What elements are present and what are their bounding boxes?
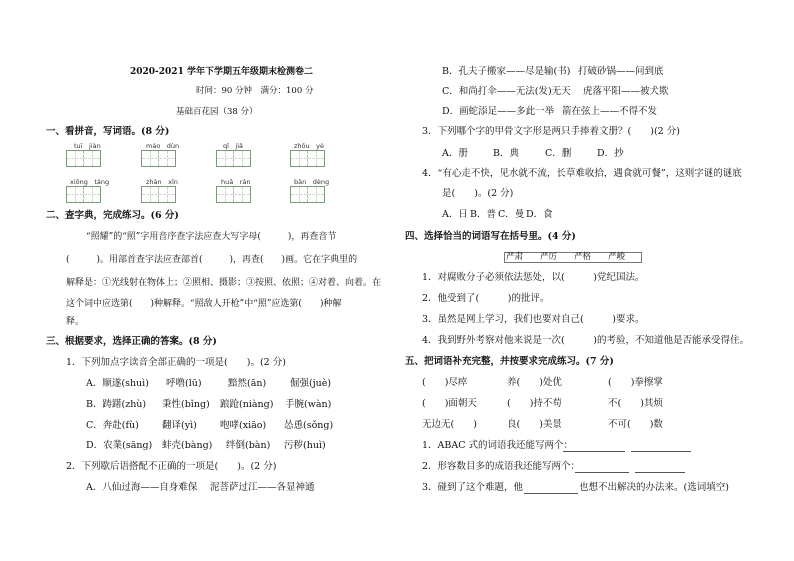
q2-line: 这个词中应选第( )种解释。“照敌人开枪”中“照”应选第( )种解 [66,299,342,309]
idiom-item: 不( )其烦 [608,398,663,409]
writing-grid[interactable] [290,150,325,167]
option-word: 秉性(bǐng) [162,399,210,410]
writing-grid[interactable] [66,150,101,167]
pinyin-label: huā rán [221,178,251,186]
idiom-item: ( )拳擦掌 [608,377,663,388]
q4-title: 四、选择恰当的词语写在括号里。(4 分) [405,231,576,242]
option-a: A．顺遂(shuì) [86,378,149,389]
pinyin-label: qǐ jiǎ [223,142,244,150]
writing-grid[interactable] [290,186,325,203]
idiom-item: ( )持不苟 [507,398,562,409]
option-d: D．抄 [597,148,624,159]
idiom-item: ( )尽瘁 [422,377,468,388]
q3-title: 三、根据要求，选择正确的答案。(8 分) [46,336,217,347]
option-c: C．曼 [498,209,525,220]
option-a: A．八仙过海——自身难保 [86,482,198,493]
option-b: B．普 [470,209,496,220]
writing-grid[interactable] [141,186,176,203]
option-b: B．典 [493,148,519,159]
q3-sub1: 1．下列加点字读音全部正确的一项是( )。(2 分) [66,357,286,368]
writing-grid[interactable] [216,186,251,203]
answer-line[interactable] [631,440,691,452]
option-word: 黯然(ān) [228,378,267,389]
idiom-item: 良( )美景 [507,419,562,430]
answer-line[interactable] [563,440,625,452]
option-word: 打破砂锅——问到底 [578,66,664,77]
answer-line[interactable] [575,461,629,473]
q3-sub4-cont: 是( )。(2 分) [442,188,514,199]
q4-line: 4．我到野外考察对他来说是一次( )的考验，不知道他是否能承受得住。 [422,335,749,346]
q5-title: 五、把词语补充完整，并按要求完成练习。(7 分) [405,356,614,367]
answer-line[interactable] [524,482,578,494]
option-b: B．孔夫子搬家——尽是输(书) [442,66,571,77]
q2-line: 解释是：①光线射在物体上；②照相、摄影；③按照、依照；④对着、向着。在 [66,278,382,288]
writing-grid[interactable] [66,186,101,203]
word-bank [504,252,640,264]
option-word: 咆哮(xiāo) [220,420,267,431]
option-c: C．奔赴(fù) [86,420,139,431]
idiom-item: 无边无( ) [422,419,477,430]
option-word: 污秽(huì) [284,440,326,451]
q2-line: “照耀”的“照”字用音序查字法应查大写字母( )，再查音节 [86,232,337,242]
option-word: 虎落平阳——被犬欺 [583,86,669,97]
word-option: 严格 [574,252,592,262]
idiom-item: 养( )处优 [507,377,562,388]
option-c: C．和尚打伞——无法(发)无天 [442,86,571,97]
q2-title: 二、查字典，完成练习。(6 分) [46,210,179,221]
option-word: 蚌壳(bàng) [162,440,213,451]
q5-sub3-cont: 也想不出解决的办法来。(选词填空) [579,482,729,493]
section-title: 基础百花园（38 分） [176,107,258,117]
exam-title: 2020-2021 学年下学期五年级期末检测卷二 [130,67,313,77]
option-a: A．册 [442,148,468,159]
q5-sub2: 2．形容数目多的成语我还能写两个： [422,461,581,472]
option-b: B．踌躇(zhù) [86,399,147,410]
option-d: D．农業(sāng) [86,440,153,451]
q5-sub3: 3．碰到了这个难题，他 [422,482,524,493]
word-option: 严峻 [608,252,626,262]
option-word: 手腕(wàn) [285,399,332,410]
q3-sub4: 4．“有心走不快，见水就不流，长草难收拾，遇食就可餐”，这则字谜的谜底 [422,168,742,179]
writing-grid[interactable] [216,150,251,167]
option-word: 翻译(yì) [162,420,197,431]
q1-title: 一、看拼音，写词语。(8 分) [46,126,170,137]
q2-line: ( )。用部首查字法应查部首( )，再查( )画。它在字典里的 [66,255,358,265]
word-option: 严肃 [506,252,524,262]
idiom-item: ( )面朝天 [422,398,477,409]
answer-line[interactable] [635,461,685,473]
pinyin-label: xiōng táng [70,178,110,186]
q2-line: 释。 [66,317,85,327]
option-c: C．删 [545,148,572,159]
option-word: 呼噜(lū) [166,378,202,389]
word-option: 严厉 [540,252,558,262]
exam-info: 时间：90 分钟 满分：100 分 [196,86,314,96]
pinyin-label: máo dùn [146,142,180,150]
q4-line: 3．虽然是网上学习，我们也要对自己( )要求。 [422,314,645,325]
pinyin-label: zhàn xīn [146,178,178,186]
option-a: A．日 [442,209,468,220]
option-word: 倔强(juè) [290,378,332,389]
q3-sub3: 3．下列哪个字的甲骨文字形是两只手捧着文册？( )(2 分) [422,126,680,137]
option-word: 怂恿(sǒng) [284,420,334,431]
q4-line: 1．对腐败分子必须依法惩处，以( )党纪国法。 [422,272,645,283]
q3-sub2: 2．下列歇后语搭配不正确的一项是( )。(2 分) [66,461,277,472]
pinyin-label: tuī jiàn [74,142,101,150]
option-word: 泥菩萨过江——各显神通 [210,482,315,493]
pinyin-label: zhōu yè [294,142,324,150]
option-d: D．食 [526,209,553,220]
pinyin-label: bān dèng [294,178,330,186]
right-column [397,0,794,561]
idiom-item: 不可( )数 [608,419,663,430]
writing-grid[interactable] [141,150,176,167]
option-word: 箭在弦上——不得不发 [562,106,658,117]
q5-sub1: 1．ABAC 式的词语我还能写两个： [422,440,574,451]
option-word: 踉跄(niàng) [220,399,274,410]
option-word: 绊倒(bàn) [226,440,271,451]
option-d: D．画蛇添足——多此一举 [442,106,555,117]
q4-line: 2．他受到了( )的批评。 [422,293,550,304]
